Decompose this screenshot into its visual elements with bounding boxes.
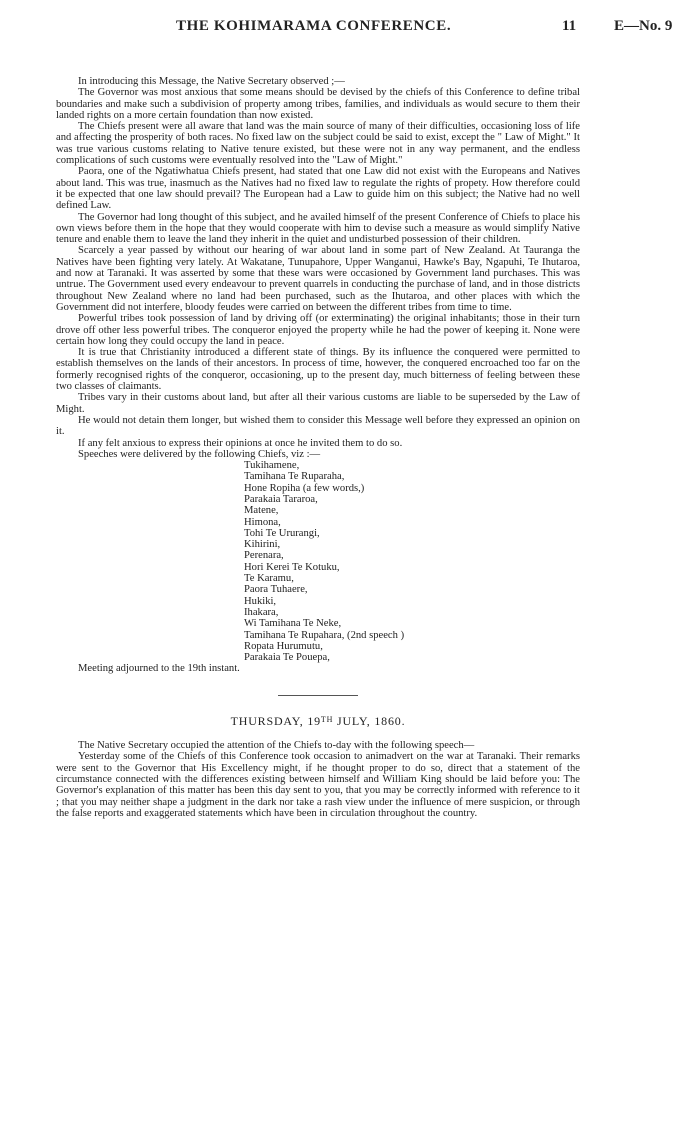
paragraph: It is true that Christianity introduced a different state of things. By its influence the conquered were permitted to establish themselves on the lands of their ancestors. In process of time, however, the conquered encroached too far on the formerly recognised rights of the conqueror, occasioning, up to the present day, much bitterness of feeling between these two classes of claimants. xyxy=(56,347,580,393)
paragraph: The Governor was most anxious that some means should be devised by the chiefs of this Conference to define tribal boundaries and make such a subdivision of property among tribes, families, and individuals as would secure to them their landed rights on a more certain foundation than now existed. xyxy=(56,87,580,121)
paragraph: He would not detain them longer, but wished them to consider this Message well before they expressed an opinion on it. xyxy=(56,414,580,438)
chief-name: Ropata Hurumutu, xyxy=(244,640,323,652)
chief-name: Parakaia Te Pouepa, xyxy=(244,652,330,664)
paragraph: Speeches were delivered by the following Chiefs, viz :— xyxy=(78,448,321,460)
chief-name: Tohi Te Ururangi, xyxy=(244,527,320,539)
chief-name: Paora Tuhaere, xyxy=(244,584,308,596)
chief-name: Wi Tamihana Te Neke, xyxy=(244,618,342,630)
page-number: 11 xyxy=(562,18,577,34)
chief-name: Ihakara, xyxy=(244,606,279,618)
chief-name: Tamihana Te Rupahara, (2nd speech ) xyxy=(244,629,405,641)
chief-name: Parakaia Tararoa, xyxy=(244,493,318,505)
paragraph: Powerful tribes took possession of land by driving off (or exterminating) the original inhabitants; those in their turn drove off other less powerful tribes. The conqueror enjoyed the property while he had the power of keeping it. None were certain how long they could occupy the land in peace. xyxy=(56,313,580,347)
section-divider xyxy=(278,695,358,696)
paragraph: The Chiefs present were all aware that land was the main source of many of their difficulties, occasioning loss of life and affecting the prosperity of both races. No fixed law on the subject could be said to exist, except the " Law of Might." It was true various customs relating to Native tenure existed, but these were not in any way permanent, and the endless complications of such customs were eventually resolved into the "Law of Might." xyxy=(56,121,580,167)
dateline-ordinal: TH xyxy=(320,714,334,724)
chief-name: Himona, xyxy=(244,516,281,528)
paragraph: If any felt anxious to express their opinions at once he invited them to do so. xyxy=(78,437,403,449)
chiefs-list xyxy=(244,460,580,663)
chief-name: Tukihamene, xyxy=(244,460,300,472)
page-header xyxy=(0,18,700,40)
document-reference: E—No. 9 xyxy=(614,18,673,34)
chief-name: Hukiki, xyxy=(244,595,277,607)
paragraph: Yesterday some of the Chiefs of this Conference took occasion to animadvert on the war at Taranaki. Their remarks were sent to the Governor that His Excellency might, if he thought proper to do so, direct that a statement of the circumstance connected with the differences existing between himself and William King should be laid before you: The Governor's explanation of this matter has been this day sent to you, that you may be correctly informed with reference to it ; that you may neither shape a judgment in the dark nor take a rash view under the influence of mere suspicion, or through the false reports and exaggerated statements which have been in circulation throughout the country. xyxy=(56,751,580,819)
dateline-month-year: JULY, 1860. xyxy=(333,713,406,728)
chief-name: Te Karamu, xyxy=(244,573,294,585)
chief-name: Hori Kerei Te Kotuku, xyxy=(244,561,340,573)
chief-name: Hone Ropiha (a few words,) xyxy=(244,482,365,494)
chief-name: Tamihana Te Ruparaha, xyxy=(244,471,345,483)
adjournment-note: Meeting adjourned to the 19th instant. xyxy=(78,663,240,675)
section-dateline xyxy=(56,714,580,727)
paragraph: The Governor had long thought of this subject, and he availed himself of the present Conference of Chiefs to place his own views before them in the hope that they would cooperate with him to devise such a measure as would simplify Native tenure and enable them to leave the land they inherit in the quiet and undisturbed possession of their children. xyxy=(56,211,580,246)
article-body xyxy=(56,76,580,819)
dateline-day: THURSDAY, 19 xyxy=(230,713,321,728)
chief-name: Perenara, xyxy=(244,550,284,562)
paragraph: Tribes vary in their customs about land, but after all their various customs are liable to be superseded by the Law of Might. xyxy=(56,392,580,415)
paragraph: Scarcely a year passed by without our hearing of war about land in some part of New Zealand. At Tauranga the Natives have been fighting very lately. At Wakatane, Tunupahore, Upper Wanganui, Hawke's Bay, Ngapuhi, Te Ihutaroa, and now at Taranaki. It was asserted by some that these wars were occasioned by Government land purchases. This was untrue. The Government used every endeavour to prevent quarrels in conducting the purchase of land, and in those districts throughout New Zealand where no land had been purchased, such as the Ihutaroa, and other places with which the Government did not interfere, bloody feudes were carried on between the different tribes from time to time. xyxy=(56,245,580,313)
paragraph: The Native Secretary occupied the attention of the Chiefs to-day with the following speech— xyxy=(78,740,475,752)
paragraph: Paora, one of the Ngatiwhatua Chiefs present, had stated that one Law did not exist with the Europeans and Natives about land. This was true, inasmuch as the Natives had no fixed law to regulate the rights of propety. How therefore could it be expected that one law should prevail? The European had a Law to guide him on this subject; the Native had no well defined Law. xyxy=(56,166,580,212)
paragraph: In introducing this Message, the Native Secretary observed ;— xyxy=(78,76,345,87)
running-title: THE KOHIMARAMA CONFERENCE. xyxy=(176,18,452,34)
chief-name: Kihirini, xyxy=(244,539,281,551)
chief-name: Matene, xyxy=(244,505,279,517)
